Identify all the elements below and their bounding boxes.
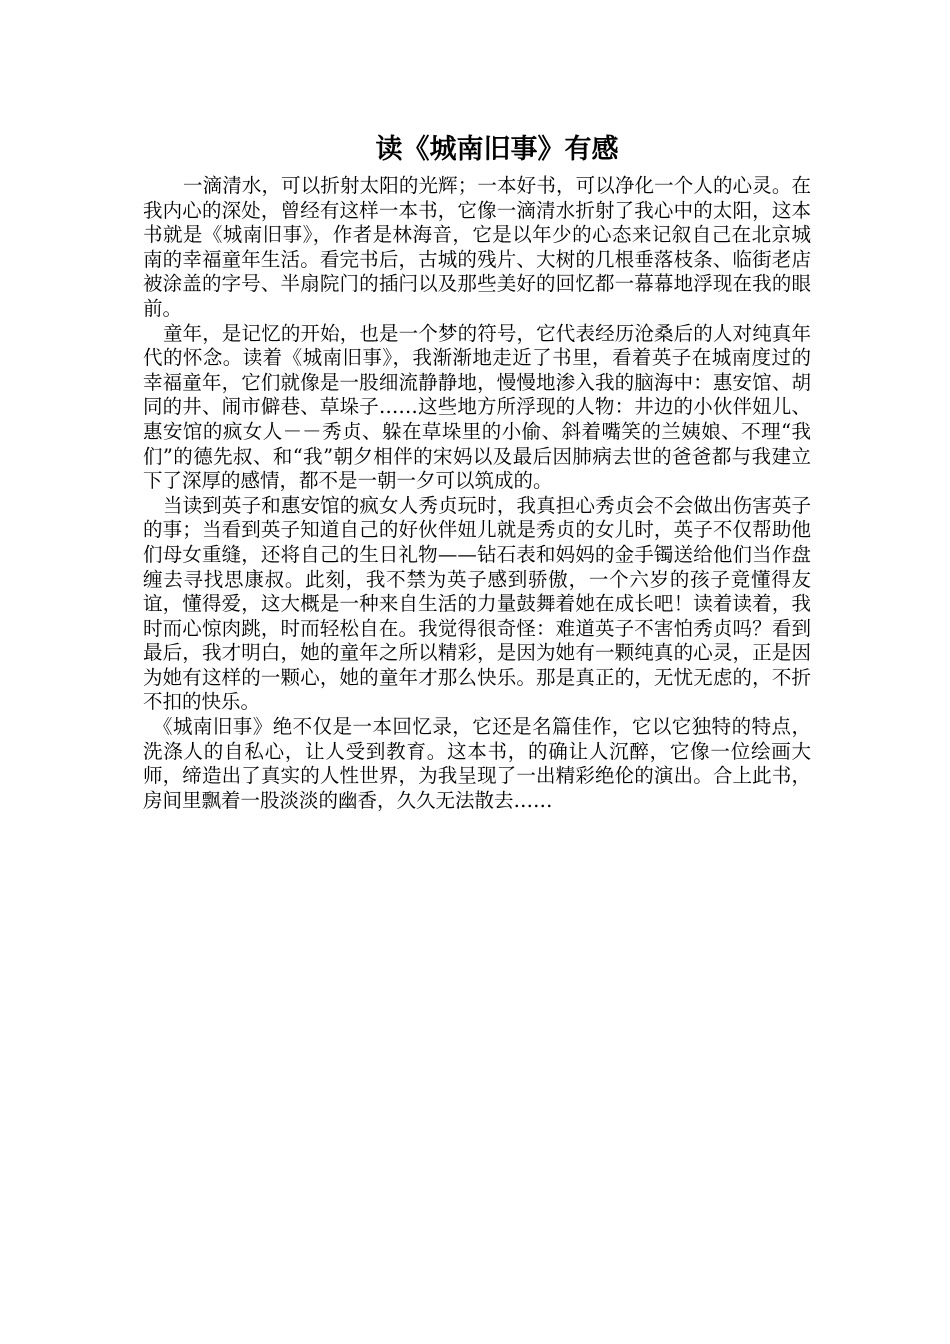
document-title: 读《城南旧事》有感: [375, 134, 619, 165]
paragraph-3: 当读到英子和惠安馆的疯女人秀贞玩时，我真担心秀贞会不会做出伤害英子的事；当看到英子知道自己的好伙伴妞儿就是秀贞的女儿时，英子不仅帮助他们母女重缝，还将自己的生日礼物——钻石表和妈妈的金手镯送给他们当作盘缠去寻找思康叔。此刻，我不禁为英子感到骄傲，一个六岁的孩子竟懂得友谊，懂得爱，这大概是一种来自生活的力量鼓舞着她在成长吧！读着读着，我时而心惊肉跳，时而轻松自在。我觉得很奇怪：难道英子不害怕秀贞吗？看到最后，我才明白，她的童年之所以精彩，是因为她有一颗纯真的心灵，正是因为她有这样的一颗心，她的童年才那么快乐。那是真正的，无忧无虑的，不折不扣的快乐。: [143, 493, 811, 714]
paragraph-4: 《城南旧事》绝不仅是一本回忆录，它还是名篇佳作，它以它独特的特点，洗涤人的自私心，让人受到教育。这本书，的确让人沉醉，它像一位绘画大师，缔造出了真实的人性世界，为我呈现了一出精彩绝伦的演出。合上此书，房间里飘着一股淡淡的幽香，久久无法散去……: [143, 715, 811, 812]
paragraph-1: 一滴清水，可以折射太阳的光辉；一本好书，可以净化一个人的心灵。在我内心的深处，曾经有这样一本书，它像一滴清水折射了我心中的太阳，这本书就是《城南旧事》，作者是林海音，它是以年少的心态来记叙自己在北京城南的幸福童年生活。看完书后，古城的残片、大树的几根垂落枝条、临街老店被涂盖的字号、半扇院门的插闩以及那些美好的回忆都一幕幕地浮现在我的眼前。: [143, 174, 811, 320]
paragraph-2: 童年，是记忆的开始，也是一个梦的符号，它代表经历沧桑后的人对纯真年代的怀念。读着《城南旧事》，我渐渐地走近了书里，看着英子在城南度过的幸福童年，它们就像是一股细流静静地，慢慢地渗入我的脑海中：惠安馆、胡同的井、闹市僻巷、草垛子……这些地方所浮现的人物：井边的小伙伴妞儿、惠安馆的疯女人－－秀贞、躲在草垛里的小偷、斜着嘴笑的兰姨娘、不理“我们”的德先叔、和“我”朝夕相伴的宋妈以及最后因肺病去世的爸爸都与我建立下了深厚的感情，都不是一朝一夕可以筑成的。: [143, 321, 811, 493]
document-body: [143, 174, 811, 813]
